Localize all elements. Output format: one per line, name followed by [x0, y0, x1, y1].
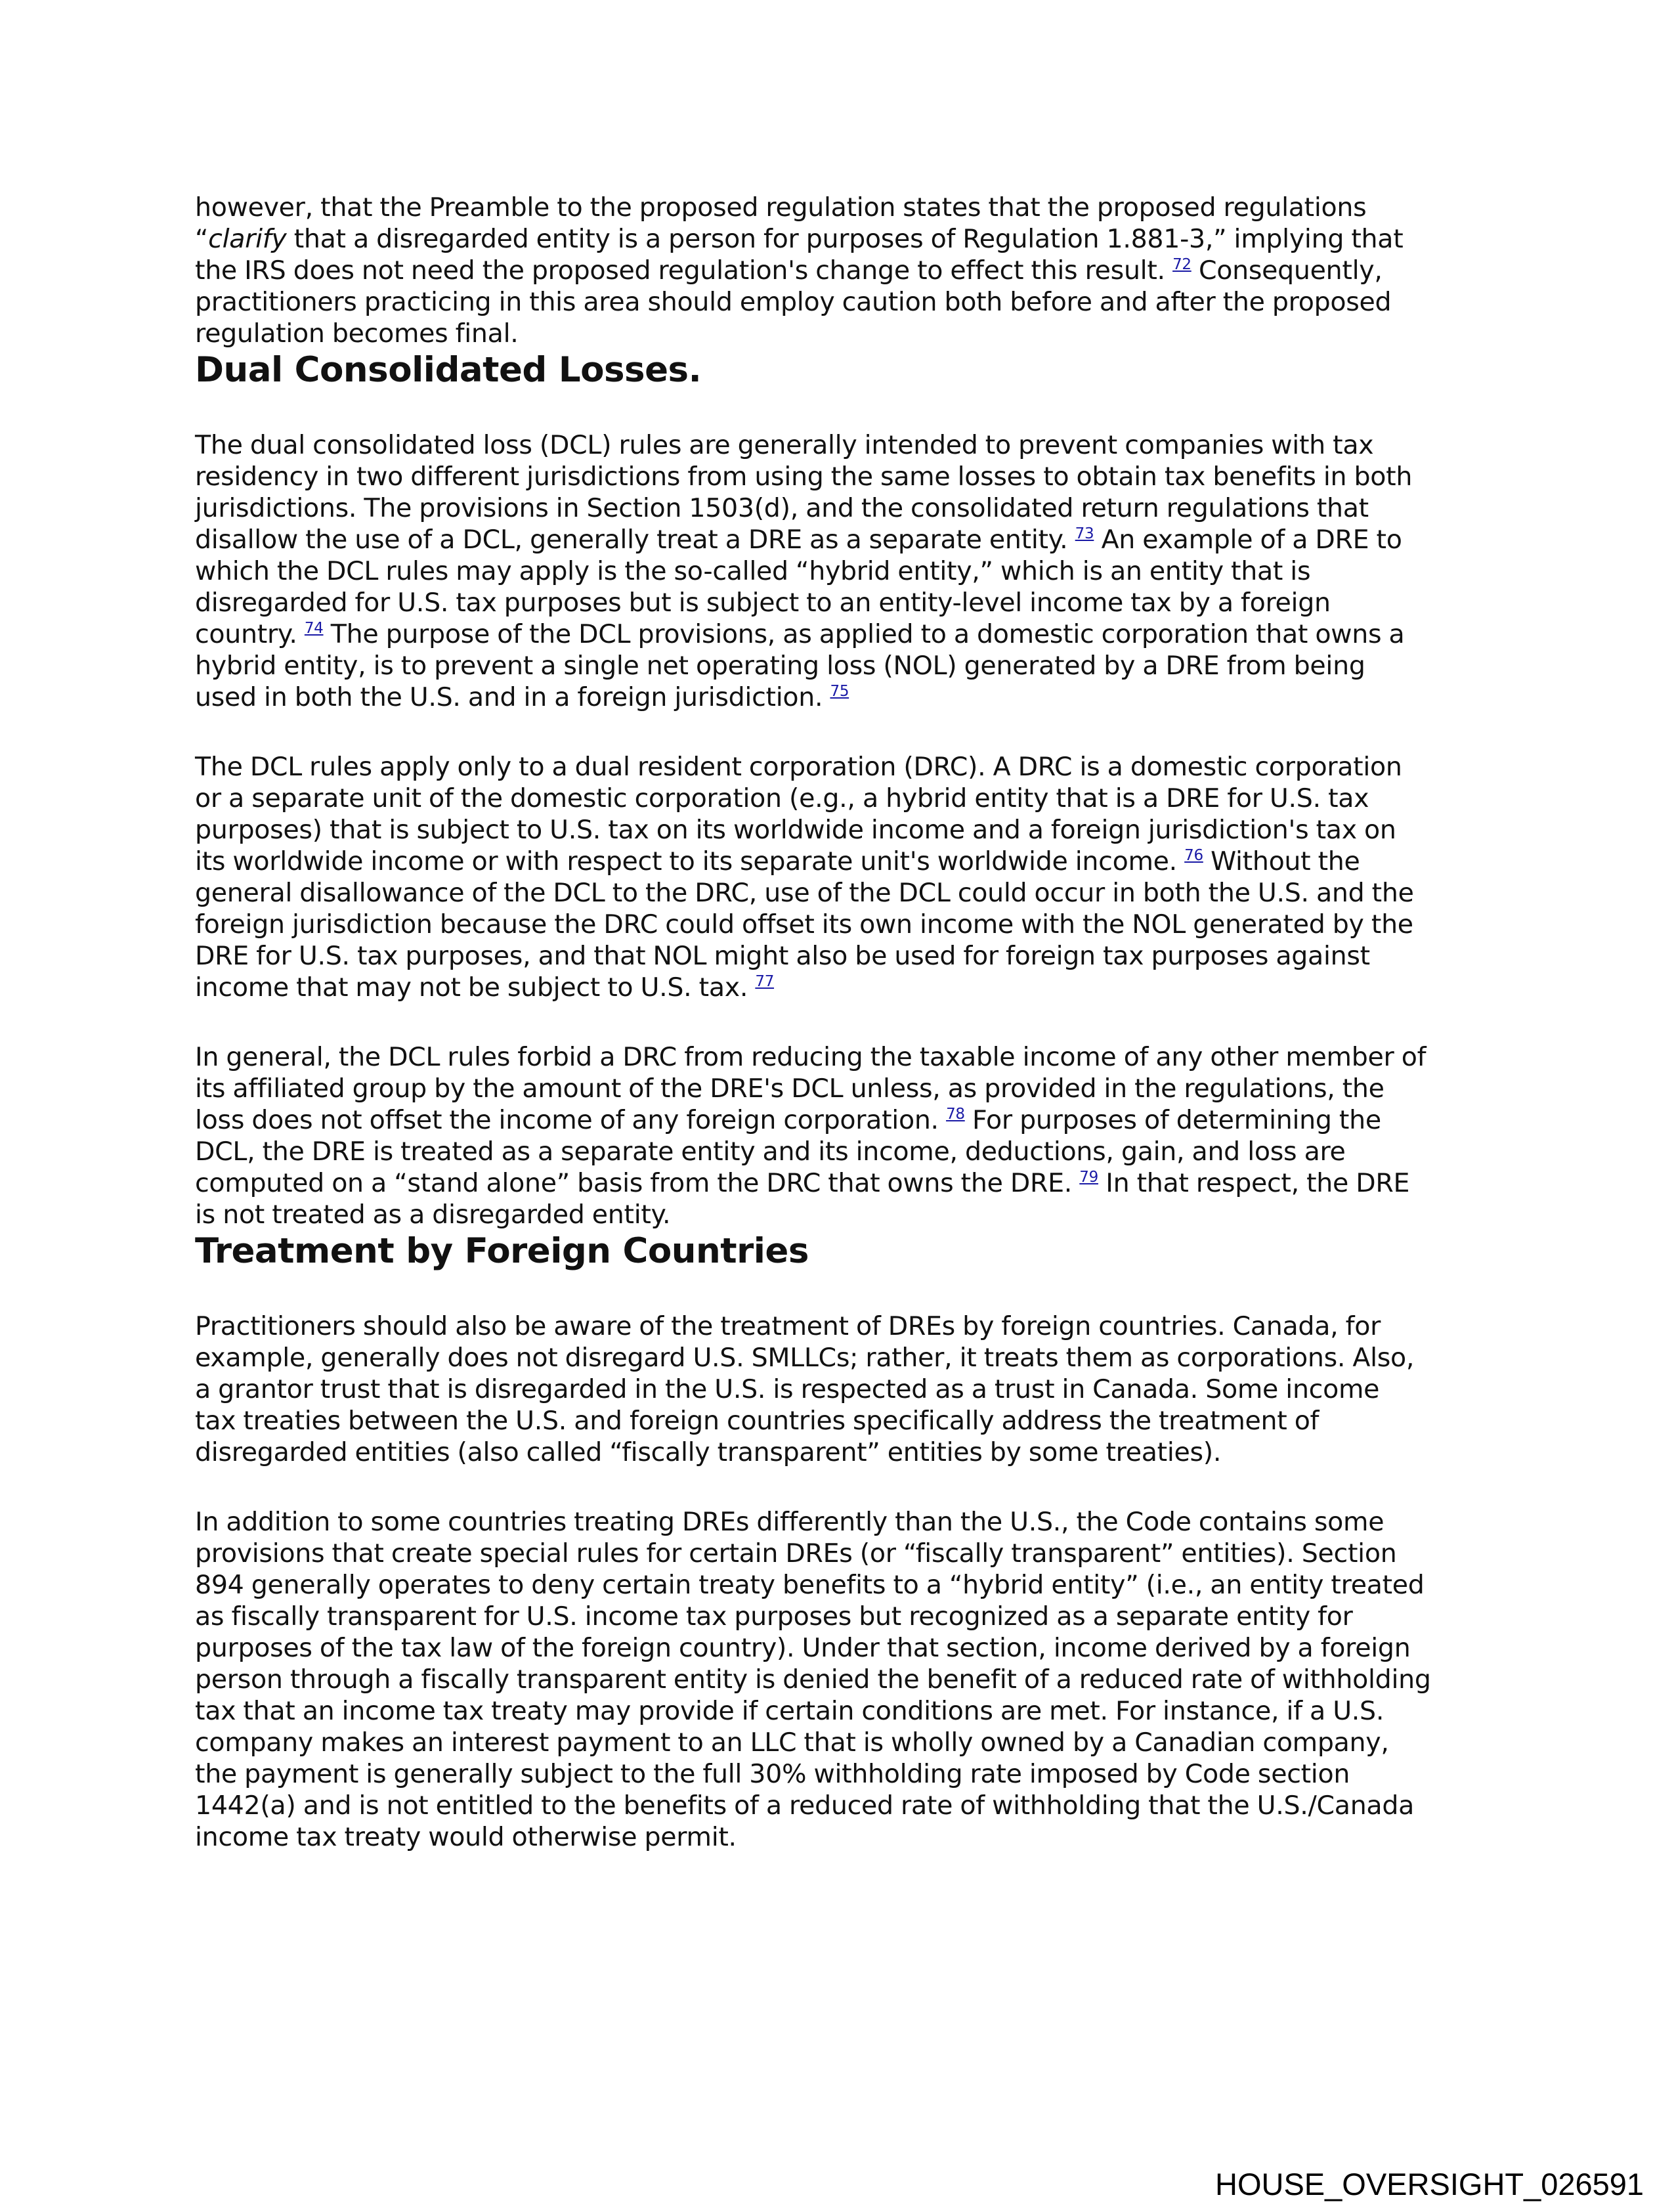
text-line: [195, 1104, 1469, 1136]
text-line: [195, 555, 1469, 587]
footnote-link-75[interactable]: 75: [830, 683, 849, 700]
text-run: In that respect, the DRE: [1098, 1168, 1410, 1198]
text-run: example, generally does not disregard U.S. SMLLCs; rather, it treats them as corporations. Also,: [195, 1343, 1415, 1373]
text-line: [195, 1136, 1469, 1167]
text-run: foreign jurisdiction because the DRC could offset its own income with the NOL generated by the: [195, 909, 1413, 940]
text-run: disregarded for U.S. tax purposes but is subject to an entity-level income tax by a foreign: [195, 588, 1331, 618]
bates-footer-id: HOUSE_OVERSIGHT_026591: [1215, 2167, 1644, 2201]
text-line: [195, 1199, 1469, 1230]
text-line: [195, 783, 1469, 814]
footnote-link-74[interactable]: 74: [304, 620, 324, 637]
text-line: [195, 940, 1469, 972]
text-run: is not treated as a disregarded entity.: [195, 1200, 671, 1230]
emphasis-text: clarify: [208, 224, 287, 254]
text-run: person through a fiscally transparent entity is denied the benefit of a reduced rate of withholding: [195, 1664, 1431, 1695]
text-run: tax that an income tax treaty may provide if certain conditions are met. For instance, if a U.S.: [195, 1696, 1384, 1726]
section-heading-dual-consolidated-losses: Dual Consolidated Losses.: [195, 350, 702, 390]
text-run: disallow the use of a DCL, generally treat a DRE as a separate entity.: [195, 525, 1075, 555]
text-run: The purpose of the DCL provisions, as applied to a domestic corporation that owns a: [323, 619, 1405, 649]
text-run: that a disregarded entity is a person for purposes of Regulation 1.881-3,” implying that: [286, 224, 1404, 254]
text-line: [195, 1821, 1469, 1853]
footnote-link-77[interactable]: 77: [755, 973, 775, 990]
text-run: An example of a DRE to: [1094, 525, 1402, 555]
text-line: [195, 318, 1469, 349]
text-line: [195, 650, 1469, 682]
section-heading-treatment-by-foreign-countries: Treatment by Foreign Countries: [195, 1231, 809, 1271]
text-run: disregarded entities (also called “fiscally transparent” entities by some treaties).: [195, 1437, 1222, 1467]
text-line: [195, 814, 1469, 846]
text-line: [195, 846, 1469, 877]
text-line: [195, 1664, 1469, 1695]
text-line: [195, 1601, 1469, 1632]
text-run: purposes of the tax law of the foreign country). Under that section, income derived by a foreign: [195, 1633, 1411, 1663]
text-run: regulation becomes final.: [195, 318, 519, 349]
text-run: or a separate unit of the domestic corporation (e.g., a hybrid entity that is a DRE for U.S. tax: [195, 783, 1369, 813]
text-line: [195, 192, 1469, 223]
text-line: [195, 587, 1469, 618]
text-line: [195, 286, 1469, 318]
dcl-paragraph-2: [195, 751, 1469, 1003]
text-line: [195, 1632, 1469, 1664]
text-run: 894 generally operates to deny certain treaty benefits to a “hybrid entity” (i.e., an entity treated: [195, 1570, 1425, 1600]
footnote-link-79[interactable]: 79: [1079, 1169, 1098, 1186]
text-run: DRE for U.S. tax purposes, and that NOL might also be used for foreign tax purposes against: [195, 941, 1370, 971]
text-line: [195, 1790, 1469, 1821]
text-run: 1442(a) and is not entitled to the benefits of a reduced rate of withholding that the U.S./Canada: [195, 1790, 1415, 1821]
text-run: residency in two different jurisdictions from using the same losses to obtain tax benefits in both: [195, 462, 1413, 492]
text-line: [195, 1569, 1469, 1601]
footnote-link-73[interactable]: 73: [1075, 525, 1094, 542]
text-run: Consequently,: [1191, 255, 1383, 286]
text-run: DCL, the DRE is treated as a separate entity and its income, deductions, gain, and loss are: [195, 1137, 1346, 1167]
footnote-link-78[interactable]: 78: [946, 1106, 965, 1123]
text-line: [195, 1695, 1469, 1727]
footnote-link-76[interactable]: 76: [1184, 847, 1203, 864]
text-run: income that may not be subject to U.S. tax.: [195, 972, 756, 1003]
dcl-paragraph-3: [195, 1041, 1469, 1230]
text-line: [195, 461, 1469, 492]
text-line: [195, 1437, 1469, 1468]
text-run: The dual consolidated loss (DCL) rules are generally intended to prevent companies with tax: [195, 430, 1374, 460]
text-line: [195, 1758, 1469, 1790]
text-line: [195, 877, 1469, 909]
text-run: loss does not offset the income of any foreign corporation.: [195, 1105, 947, 1135]
text-line: [195, 1041, 1469, 1073]
text-run: tax treaties between the U.S. and foreign countries specifically address the treatment of: [195, 1406, 1320, 1436]
text-run: computed on a “stand alone” basis from the DRC that owns the DRE.: [195, 1168, 1080, 1198]
text-line: [195, 223, 1469, 255]
text-run: purposes) that is subject to U.S. tax on its worldwide income and a foreign jurisdiction's tax on: [195, 815, 1396, 845]
dcl-paragraph-1: [195, 429, 1469, 713]
text-run: jurisdictions. The provisions in Section 1503(d), and the consolidated return regulations that: [195, 493, 1369, 523]
text-line: [195, 1405, 1469, 1437]
document-page: [195, 192, 1469, 1853]
text-run: a grantor trust that is disregarded in the U.S. is respected as a trust in Canada. Some income: [195, 1374, 1380, 1404]
text-line: [195, 972, 1469, 1003]
text-run: In addition to some countries treating DREs differently than the U.S., the Code contains some: [195, 1507, 1384, 1537]
text-run: however, that the Preamble to the proposed regulation states that the proposed regulations: [195, 192, 1367, 223]
text-run: hybrid entity, is to prevent a single net operating loss (NOL) generated by a DRE from being: [195, 651, 1365, 681]
text-run: country.: [195, 619, 305, 649]
text-line: [195, 1342, 1469, 1374]
text-line: [195, 255, 1469, 286]
text-run: The DCL rules apply only to a dual resident corporation (DRC). A DRC is a domestic corporation: [195, 752, 1402, 782]
intro-paragraph: [195, 192, 1469, 349]
foreign-paragraph-1: [195, 1311, 1469, 1468]
text-run: provisions that create special rules for certain DREs (or “fiscally transparent” entities). Section: [195, 1538, 1397, 1569]
text-run: company makes an interest payment to an LLC that is wholly owned by a Canadian company,: [195, 1727, 1389, 1758]
text-line: [195, 524, 1469, 555]
text-run: used in both the U.S. and in a foreign jurisdiction.: [195, 682, 830, 712]
text-run: its worldwide income or with respect to its separate unit's worldwide income.: [195, 846, 1185, 877]
text-run: Practitioners should also be aware of the treatment of DREs by foreign countries. Canada, for: [195, 1311, 1381, 1341]
text-run: general disallowance of the DCL to the DRC, use of the DCL could occur in both the U.S. and the: [195, 878, 1414, 908]
text-line: [195, 618, 1469, 650]
text-run: its affiliated group by the amount of the DRE's DCL unless, as provided in the regulations, the: [195, 1073, 1384, 1104]
text-line: [195, 429, 1469, 461]
text-run: as fiscally transparent for U.S. income tax purposes but recognized as a separate entity for: [195, 1601, 1353, 1632]
text-line: [195, 1167, 1469, 1199]
text-line: [195, 1073, 1469, 1104]
text-run: the payment is generally subject to the full 30% withholding rate imposed by Code section: [195, 1759, 1350, 1789]
text-line: [195, 909, 1469, 940]
text-line: [195, 1311, 1469, 1342]
footnote-link-72[interactable]: 72: [1172, 256, 1191, 273]
text-line: [195, 1727, 1469, 1758]
foreign-paragraph-2: [195, 1506, 1469, 1853]
text-line: [195, 751, 1469, 783]
text-run: Without the: [1203, 846, 1360, 877]
text-line: [195, 492, 1469, 524]
text-line: [195, 682, 1469, 713]
text-run: “: [195, 224, 209, 254]
text-line: [195, 1374, 1469, 1405]
text-line: [195, 1506, 1469, 1538]
text-run: the IRS does not need the proposed regulation's change to effect this result.: [195, 255, 1173, 286]
text-run: practitioners practicing in this area should employ caution both before and after the proposed: [195, 287, 1392, 317]
text-run: which the DCL rules may apply is the so-called “hybrid entity,” which is an entity that is: [195, 556, 1311, 586]
text-line: [195, 1538, 1469, 1569]
text-run: In general, the DCL rules forbid a DRC from reducing the taxable income of any other member of: [195, 1042, 1427, 1072]
text-run: income tax treaty would otherwise permit.: [195, 1822, 737, 1852]
text-run: For purposes of determining the: [964, 1105, 1381, 1135]
